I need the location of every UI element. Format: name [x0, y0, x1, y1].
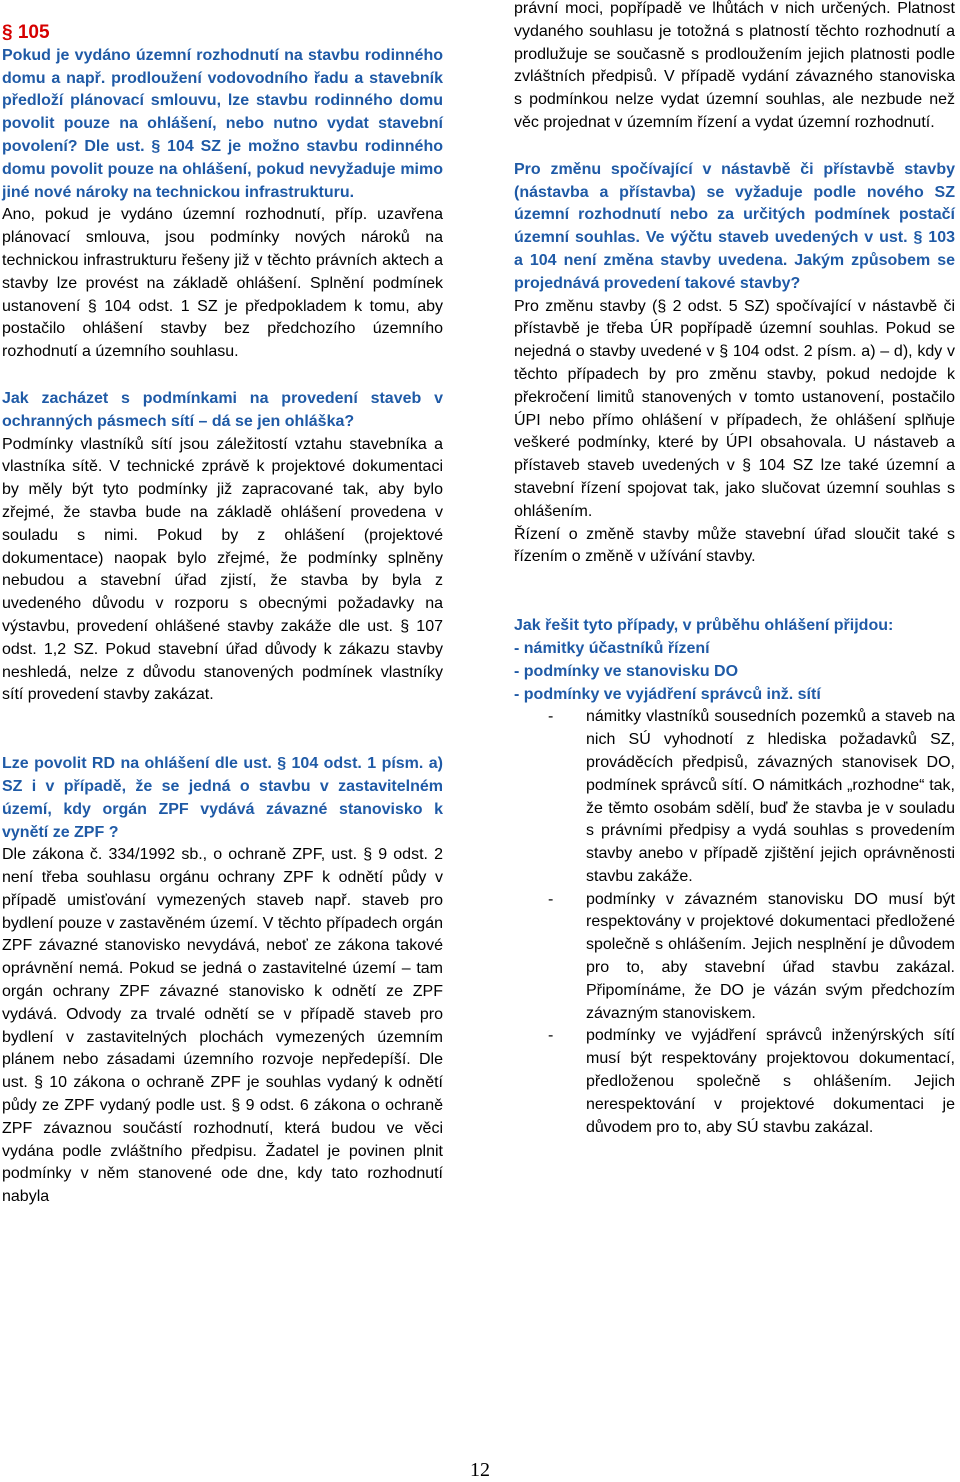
answer-2: Podmínky vlastníků sítí jsou záležitostí vztahu stavebníka a vlastníka sítě. V technické zprávě k projektové dokumentaci by měly být tyto podmínky již zapracované tak, aby bylo zřejmé, že stavba bude na základě ohlášení provedena v souladu s nimi. Pokud by z ohlášení (projektové dokumentace) naopak bylo zřejmé, že podmínky splněny nebudou a stavební úřad zjistí, že stavba by byla z uvedeného důvodu v rozporu s obecnými požadavky na výstavbu, provedení ohlášené stavby zakáže dle ust. § 107 odst. 1,2 SZ. Pokud stavební úřad důvody k zákazu stavby neshledá, nelze z důvodu stanovených podmínek vlastníky sítí provedení stavby zakázat. [2, 435, 443, 704]
answer-4-part-2: Řízení o změně stavby může stavební úřad sloučit také s řízením o změně v užívání stavby. [514, 525, 955, 566]
answer-3: Dle zákona č. 334/1992 sb., o ochraně ZPF, ust. § 9 odst. 2 není třeba souhlasu orgánu ochrany ZPF k odnětí půdy v případě umisťování vymezených staveb např. staveb pro bydlení pouze v zastavěném území. V těchto případech orgán ZPF závazné stanovisko nevydává, neboť ze zákona takové oprávnění nemá. Pokud se jedná o zastavitelné území – tam orgán ochrany ZPF závazné stanovisko k odnětí ze ZPF vydává. Odvody za trvalé odnětí se v případě staveb pro bydlení v zastavitelných plochách vymezených územním plánem nebo zásadami územního rozvoje nepředepíší. Dle ust. § 10 zákona o ochraně ZPF je souhlas vydaný k odnětí půdy ze ZPF vydaný podle ust. § 9 odst. 6 zákona o ochraně ZPF závaznou součástí rozhodnutí, která budou ve věci vydána podle zvláštního předpisu. Žadatel je povinen plnit podmínky v něm stanovené ode dne, kdy tato rozhodnutí nabyla [2, 846, 443, 1206]
answer-5-list [514, 706, 955, 1139]
question-5-item: - podmínky ve stanovisku DO [514, 662, 739, 680]
question-3: Lze povolit RD na ohlášení dle ust. § 104 odst. 1 písm. a) SZ i v případě, že se jedná o stavbu v zastavitelném území, kdy orgán ZPF vydává závazné stanovisko k vynětí ze ZPF ? [2, 755, 443, 841]
list-item [514, 1025, 955, 1139]
bullet-dash: - [548, 1027, 554, 1045]
section-heading [2, 22, 443, 45]
question-2: Jak zacházet s podmínkami na provedení staveb v ochranných pásmech sítí – dá se jen ohláška? [2, 389, 443, 430]
list-item [514, 706, 955, 888]
answer-1: Ano, pokud je vydáno územní rozhodnutí, příp. uzavřena plánovací smlouva, jsou podmínky nových nároků na technickou infrastrukturu řešeny již v těchto právních aktech a stavby lze provést na základě ohlášení. Splnění podmínek ustanovení § 104 odst. 1 SZ je předpokladem k tomu, aby postačilo ohlášení stavby bez předchozího územního rozhodnutí a územního souhlasu. [2, 206, 443, 361]
bullet-dash: - [548, 708, 554, 726]
answer-4-part-1: Pro změnu stavby (§ 2 odst. 5 SZ) spočívající v nástavbě či přístavbě je třeba ÚR popřípadě územní souhlas. Pokud se nejedná o stavby uvedené v § 104 odst. 2 písm. a) – d), kdy v těchto případech by pro změnu stavby, pokud nedojde k překročení limitů stanovených v tomto ustanovení, postačilo ÚPI nebo přímo ohlášení v případech, že ohlášení splňuje veškeré podmínky, které by ÚPI obsahovala. U nástaveb a přístaveb staveb uvedených v § 104 SZ lze také územní a stavební řízení spojovat tak, jako slučovat územní souhlas s ohlášením. [514, 297, 955, 520]
bullet-dash: - [548, 890, 554, 908]
right-column [514, 0, 955, 1139]
list-item [514, 889, 955, 1026]
left-column [2, 22, 443, 1209]
list-item-text: podmínky v závazném stanovisku DO musí být respektovány v projektové dokumentaci předložené společně s ohlášením. Jejich nesplnění je důvodem pro to, aby stavební úřad stavbu zakázal. Připomínáme, že DO je vázán svým předchozím závazným stanoviskem. [586, 890, 955, 1022]
question-4: Pro změnu spočívající v nástavbě či přístavbě stavby (nástavba a přístavba) se vyžaduje podle nového SZ územní rozhodnutí nebo za určitých podmínek postačí územní souhlas. Ve výčtu staveb uvedených v ust. § 103 a 104 není změna stavby uvedena. Jakým způsobem se projednává provedení takové stavby? [514, 160, 955, 292]
question-5-item: - námitky účastníků řízení [514, 639, 710, 657]
question-1: Pokud je vydáno územní rozhodnutí na stavbu rodinného domu a např. prodloužení vodovodního řadu a stavebník předloží plánovací smlouvu, lze stavbu rodinného domu povolit pouze na ohlášení, nebo nutno vydat stavební povolení? Dle ust. § 104 SZ je možno stavbu rodinného domu povolit pouze na ohlášení, pokud nevyžaduje mimo jiné nové nároky na technickou infrastrukturu. [2, 46, 443, 201]
list-item-text: námitky vlastníků sousedních pozemků a staveb na nich SÚ vyhodnotí z hlediska požadavků SZ, prováděcích předpisů, závazných stanovisek DO, podmínek správců sítí. O námitkách „rozhodne“ tak, že těmto osobám sdělí, buď že stavba je v souladu s právními předpisy a vydá souhlas s provedením stavby anebo v případě zjištění jejich oprávněnosti stavbu zakáže. [586, 708, 955, 885]
question-5: Jak řešit tyto případy, v průběhu ohlášení přijdou: [514, 617, 894, 635]
list-item-text: podmínky ve vyjádření správců inženýrských sítí musí být respektovány projektovou dokumentací, předloženou společně s ohlášením. Jejich nerespektování v projektové dokumentaci je důvodem pro to, aby SÚ stavbu zakázal. [586, 1027, 955, 1136]
question-5-item: - podmínky ve vyjádření správců inž. sítí [514, 685, 821, 703]
answer-3-continued: právní moci, popřípadě ve lhůtách v nich určených. Platnost vydaného souhlasu je totožná s platností těchto rozhodnutí a prodlužuje se současně s prodloužením jejich platnosti podle zvláštních předpisů. V případě vydání závazného stanoviska s podmínkou nelze vydat územní souhlas, ale nezbude než věc projednat v územním řízení a vydat územní rozhodnutí. [514, 0, 955, 131]
section-sign: § [2, 22, 13, 43]
section-number: 105 [17, 22, 50, 43]
page-number: 12 [470, 1459, 490, 1481]
